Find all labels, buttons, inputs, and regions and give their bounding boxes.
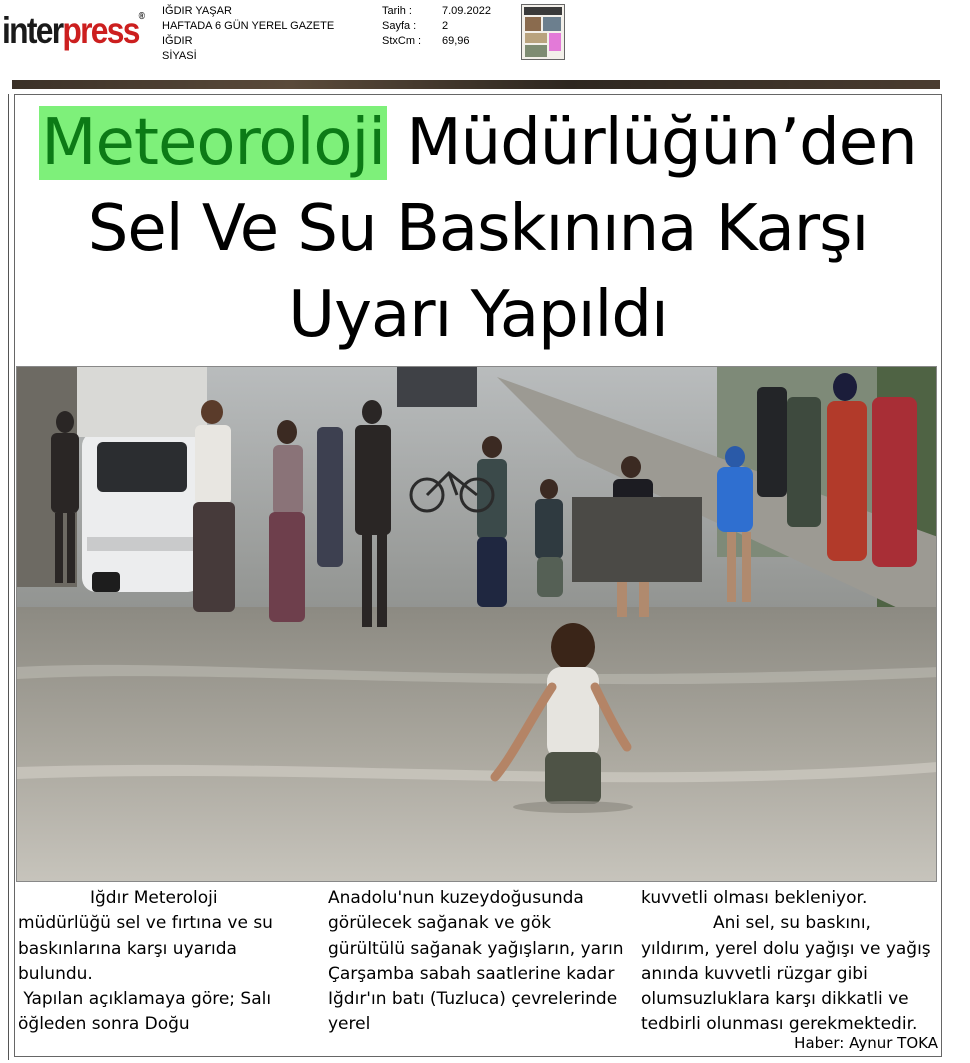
stxcm-value: 69,96	[442, 35, 470, 47]
page-label: Sayfa :	[382, 20, 417, 32]
col3-paragraph-1: kuvvetli olması bekleniyor.	[641, 888, 868, 908]
col3-paragraph-2: Ani sel, su baskını, yıldırım, yerel dolu yağışı ve yağış anında kuvvetli rüzgar gibi olumsuzluklara karşı dikkatli ve tedbirli olunması gerekmektedir.	[641, 913, 931, 1035]
flood-photo	[16, 366, 937, 882]
logo-accent-text: press	[62, 10, 139, 51]
page-thumbnail-icon[interactable]	[521, 4, 565, 60]
stxcm-label: StxCm :	[382, 35, 422, 47]
page-value: 2	[442, 20, 449, 32]
top-photo-strip	[12, 80, 940, 89]
headline-line-2: Sel Ve Su Baskınına Karşı	[87, 192, 869, 266]
headline-line-1-rest: Müdürlüğün’den	[387, 106, 917, 180]
publication-frequency: HAFTADA 6 GÜN YEREL GAZETE	[162, 20, 335, 32]
byline: Haber: Aynur TOKA	[794, 1034, 938, 1052]
article-column-1	[18, 886, 314, 1038]
publication-name: IĞDIR YAŞAR	[162, 5, 232, 17]
date-label: Tarih :	[382, 5, 412, 17]
col1-paragraph-1: Iğdır Meteroloji müdürlüğü sel ve fırtına ve su baskınlarına karşı uyarıda bulundu.	[18, 888, 273, 984]
logo-main-text: inter	[2, 10, 63, 51]
headline-highlight: Meteoroloji	[41, 106, 386, 180]
meta-values	[442, 4, 491, 49]
publication-meta	[162, 4, 334, 64]
headline-line-3: Uyarı Yapıldı	[288, 278, 668, 352]
logo-registered-mark: ®	[138, 11, 146, 22]
date-value: 7.09.2022	[442, 5, 491, 17]
meta-labels	[382, 4, 421, 49]
publication-city: IĞDIR	[162, 35, 193, 47]
left-column-rule	[8, 94, 9, 1060]
article-column-3	[641, 886, 941, 1038]
col2-paragraph-1: Anadolu'nun kuzeydoğusunda görülecek sağanak ve gök gürültülü sağanak yağışların, yarın Çarşamba sabah saatlerine kadar Iğdır'ın batı (Tuzluca) çevrelerinde yerel	[328, 888, 624, 1035]
interpress-logo	[2, 12, 145, 49]
col1-paragraph-2: Yapılan açıklamaya göre; Salı öğleden sonra Doğu	[18, 989, 277, 1035]
article-column-2	[328, 886, 628, 1038]
publication-category: SİYASİ	[162, 50, 197, 62]
headline	[14, 100, 942, 358]
